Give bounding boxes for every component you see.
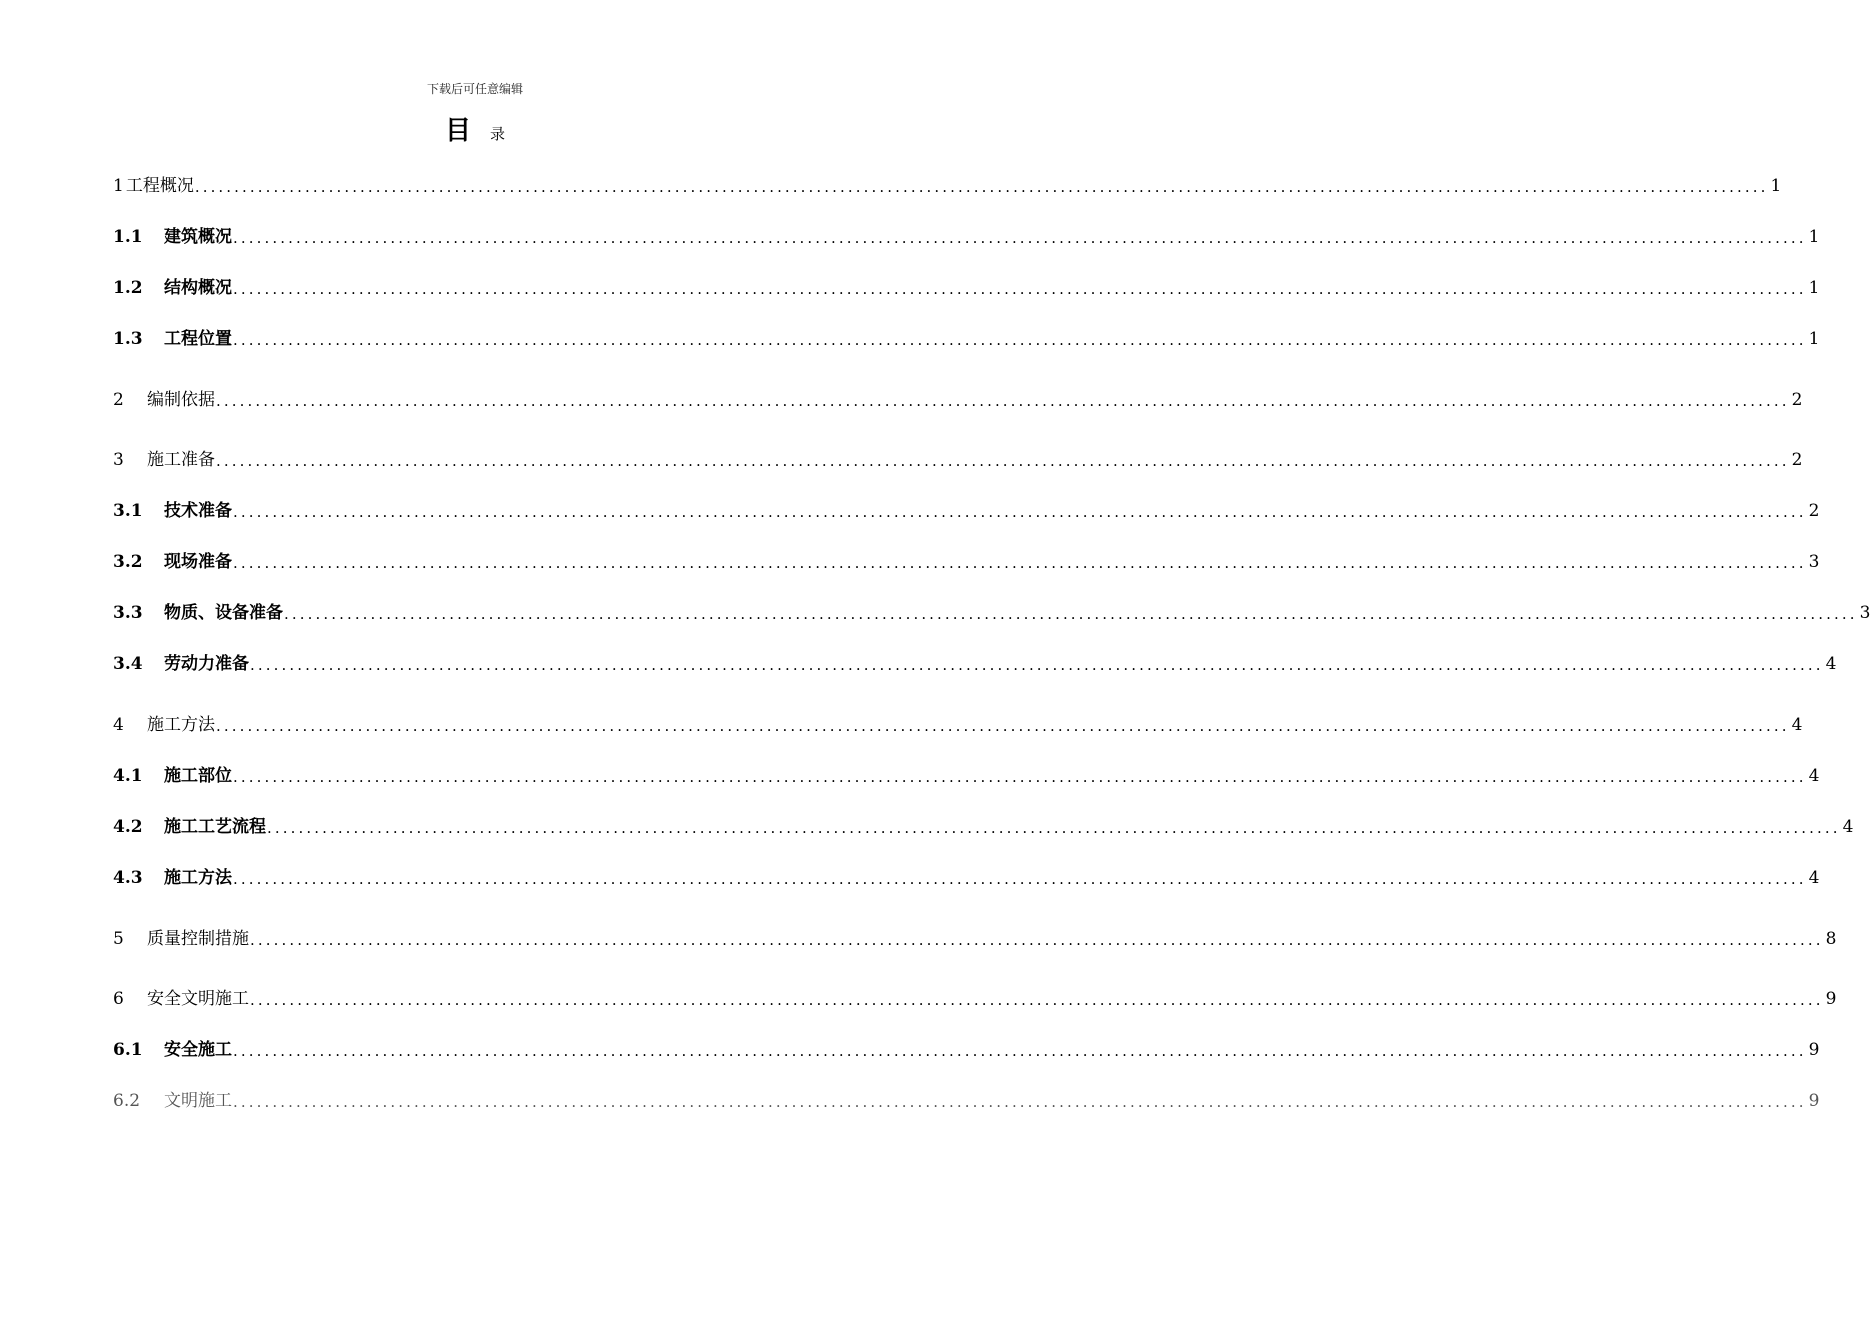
toc-entry-4-3[interactable] (113, 866, 1820, 890)
toc-entry-number: 4.3 (113, 868, 143, 888)
toc-entry-number: 1.2 (113, 278, 143, 298)
toc-entry-number: 4.1 (113, 766, 143, 786)
toc-entry-6-2[interactable] (113, 1089, 1820, 1113)
toc-entry-number: 1 (113, 176, 124, 196)
toc-leader-dots: ........................................................................................................................................................................................................ (250, 931, 1824, 949)
toc-title-main: 目 (444, 116, 471, 146)
toc-entry-label: 安全文明施工 (147, 989, 249, 1009)
toc-entry-number: 5 (113, 929, 124, 949)
toc-leader-dots: ........................................................................................................................................................................................................ (250, 991, 1824, 1009)
toc-entry-number: 3 (113, 450, 124, 470)
toc-entry-number: 3.3 (113, 603, 143, 623)
toc-entry-page: 2 (1791, 450, 1803, 470)
toc-entry-label: 安全施工 (164, 1040, 232, 1060)
toc-entry-3-2[interactable] (113, 550, 1820, 574)
toc-entry-page: 9 (1825, 989, 1837, 1009)
toc-entry-label: 施工方法 (164, 868, 232, 888)
toc-entry-label: 施工准备 (147, 450, 215, 470)
table-of-contents (113, 0, 1870, 1344)
toc-leader-dots: ........................................................................................................................................................................................................ (233, 870, 1807, 888)
toc-entry-label: 文明施工 (164, 1091, 232, 1111)
toc-entry-1-3[interactable] (113, 327, 1820, 351)
toc-leader-dots: ........................................................................................................................................................................................................ (267, 819, 1841, 837)
toc-entry-page: 3 (1859, 603, 1870, 623)
toc-entry-number: 3.4 (113, 654, 143, 674)
toc-entry-1[interactable] (113, 174, 1782, 198)
toc-entry-page: 1 (1808, 329, 1820, 349)
toc-entry-page: 1 (1770, 176, 1782, 196)
toc-entry-label: 编制依据 (147, 390, 215, 410)
toc-entry-3-4[interactable] (113, 652, 1837, 676)
toc-leader-dots: ........................................................................................................................................................................................................ (233, 280, 1807, 298)
toc-entry-label: 物质、设备准备 (164, 603, 283, 623)
toc-entry-number: 6.2 (113, 1091, 141, 1111)
toc-leader-dots: ........................................................................................................................................................................................................ (284, 605, 1858, 623)
toc-entry-label: 质量控制措施 (147, 929, 249, 949)
toc-entry-page: 9 (1808, 1040, 1820, 1060)
toc-entry-page: 9 (1808, 1091, 1820, 1111)
toc-leader-dots: ........................................................................................................................................................................................................ (233, 768, 1807, 786)
toc-entry-number: 3.1 (113, 501, 143, 521)
toc-entry-number: 3.2 (113, 552, 143, 572)
toc-entry-number: 4 (113, 715, 124, 735)
toc-entry-3-1[interactable] (113, 499, 1820, 523)
toc-entry-page: 3 (1808, 552, 1820, 572)
toc-leader-dots: ........................................................................................................................................................................................................ (233, 503, 1807, 521)
toc-entry-label: 技术准备 (164, 501, 232, 521)
toc-entry-number: 6 (113, 989, 124, 1009)
toc-leader-dots: ........................................................................................................................................................................................................ (216, 717, 1790, 735)
toc-entry-label: 结构概况 (164, 278, 232, 298)
toc-entry-number: 1.3 (113, 329, 143, 349)
toc-entry-number: 6.1 (113, 1040, 143, 1060)
toc-entry-4-2[interactable] (113, 815, 1854, 839)
toc-entry-3-3[interactable] (113, 601, 1870, 625)
toc-entry-page: 4 (1842, 817, 1854, 837)
toc-leader-dots: ........................................................................................................................................................................................................ (216, 452, 1790, 470)
toc-entry-6-1[interactable] (113, 1038, 1820, 1062)
toc-entry-page: 1 (1808, 227, 1820, 247)
toc-entry-label: 建筑概况 (164, 227, 232, 247)
toc-entry-2[interactable] (113, 388, 1803, 412)
toc-entry-page: 4 (1808, 868, 1820, 888)
toc-entry-5[interactable] (113, 927, 1837, 951)
toc-entry-page: 4 (1791, 715, 1803, 735)
toc-leader-dots: ........................................................................................................................................................................................................ (233, 1042, 1807, 1060)
toc-leader-dots: ........................................................................................................................................................................................................ (233, 554, 1807, 572)
toc-entry-label: 现场准备 (164, 552, 232, 572)
toc-entry-page: 2 (1791, 390, 1803, 410)
toc-entry-4[interactable] (113, 713, 1803, 737)
toc-entry-4-1[interactable] (113, 764, 1820, 788)
toc-leader-dots: ........................................................................................................................................................................................................ (216, 392, 1790, 410)
toc-leader-dots: ........................................................................................................................................................................................................ (194, 178, 1769, 196)
toc-entry-page: 2 (1808, 501, 1820, 521)
toc-entry-label: 施工部位 (164, 766, 232, 786)
toc-entry-label: 施工工艺流程 (164, 817, 266, 837)
toc-entry-page: 8 (1825, 929, 1837, 949)
toc-entry-number: 4.2 (113, 817, 143, 837)
toc-entry-3[interactable] (113, 448, 1803, 472)
toc-entry-page: 1 (1808, 278, 1820, 298)
toc-entry-label: 工程位置 (164, 329, 232, 349)
toc-entry-label: 工程概况 (125, 176, 194, 196)
toc-entry-page: 4 (1825, 654, 1837, 674)
toc-entry-label: 劳动力准备 (164, 654, 249, 674)
toc-title-secondary: 录 (490, 125, 506, 143)
toc-leader-dots: ........................................................................................................................................................................................................ (250, 656, 1824, 674)
toc-leader-dots: ........................................................................................................................................................................................................ (233, 1093, 1807, 1111)
toc-entry-label: 施工方法 (147, 715, 215, 735)
header-note: 下载后可任意编辑 (426, 82, 523, 96)
toc-entry-6[interactable] (113, 987, 1837, 1011)
toc-entry-1-2[interactable] (113, 276, 1820, 300)
toc-entry-number: 1.1 (113, 227, 143, 247)
toc-entry-1-1[interactable] (113, 225, 1820, 249)
toc-entry-page: 4 (1808, 766, 1820, 786)
toc-entry-number: 2 (113, 390, 124, 410)
toc-leader-dots: ........................................................................................................................................................................................................ (233, 331, 1807, 349)
toc-leader-dots: ........................................................................................................................................................................................................ (233, 229, 1807, 247)
